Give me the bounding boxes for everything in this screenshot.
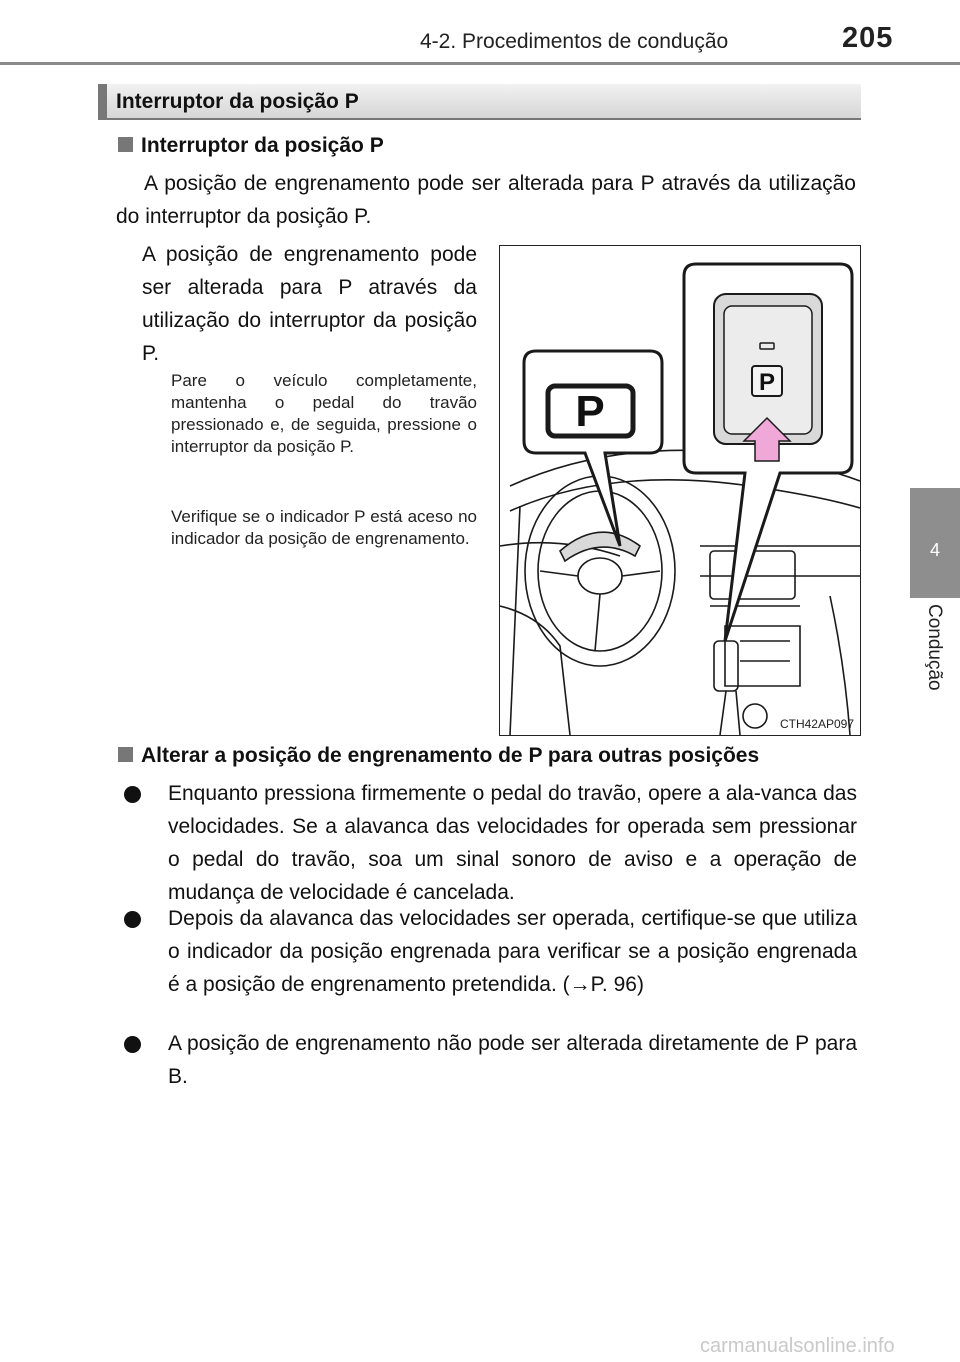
- chapter-tab-number: 4: [929, 540, 940, 560]
- bullet-item: [124, 902, 857, 1001]
- section-title-bar: [98, 84, 861, 120]
- section-title: Interruptor da posição P: [116, 90, 359, 113]
- square-bullet-icon: [118, 137, 133, 152]
- chapter-tab-label: Condução: [924, 604, 945, 691]
- dashboard-drawing: [500, 246, 860, 735]
- bullet-text: Depois da alavanca das velocidades ser operada, certifique-se que utiliza o indicador da posição engrenada para verificar se a posição engrenada é a posição de engrenamento pretendida. (→P. 96): [168, 907, 857, 996]
- bullet-dot-icon: [124, 786, 141, 803]
- intro-paragraph: A posição de engrenamento pode ser alterada para P através da utilização do interruptor da posição P.: [116, 172, 856, 228]
- page-number: 205: [842, 22, 894, 54]
- figure-code: CTH42AP097: [779, 717, 854, 731]
- bullet-dot-icon: [124, 1036, 141, 1053]
- dashboard-illustration: [499, 245, 861, 736]
- column-paragraph: A posição de engrenamento pode ser alterada para P através da utilização do interruptor da posição P.: [142, 243, 477, 365]
- step-2-text: Verifique se o indicador P está aceso no indicador da posição de engrenamento.: [171, 507, 477, 548]
- p-callout-label: P: [575, 387, 605, 436]
- p-switch-label: P: [758, 369, 776, 396]
- step-1-text: Pare o veículo completamente, mantenha o pedal do travão pressionado e, de seguida, pressione o interruptor da posição P.: [171, 371, 477, 456]
- header-divider: [0, 62, 960, 65]
- bullet-dot-icon: [124, 911, 141, 928]
- subheading-p-switch: [118, 134, 384, 158]
- square-bullet-icon: [118, 747, 133, 762]
- chapter-tab: [910, 488, 960, 598]
- subheading-text: Alterar a posição de engrenamento de P para outras posições: [141, 744, 760, 767]
- bullet-text: A posição de engrenamento não pode ser alterada diretamente de P para B.: [168, 1032, 857, 1088]
- subheading-change-position: [118, 744, 759, 768]
- watermark: carmanualsonline.info: [700, 1335, 895, 1357]
- header-section-title: 4-2. Procedimentos de condução: [420, 30, 729, 53]
- chapter-tab-label-box: [910, 600, 960, 720]
- subheading-text: Interruptor da posição P: [141, 134, 384, 157]
- bullet-item: [124, 1027, 857, 1093]
- bullet-item: [124, 777, 857, 909]
- bullet-text: Enquanto pressiona firmemente o pedal do travão, opere a ala-vanca das velocidades. Se a alavanca das velocidades for operada sem pressionar o pedal do travão, soa um sinal sonoro de aviso e a operação de mudança de velocidade é cancelada.: [168, 782, 857, 904]
